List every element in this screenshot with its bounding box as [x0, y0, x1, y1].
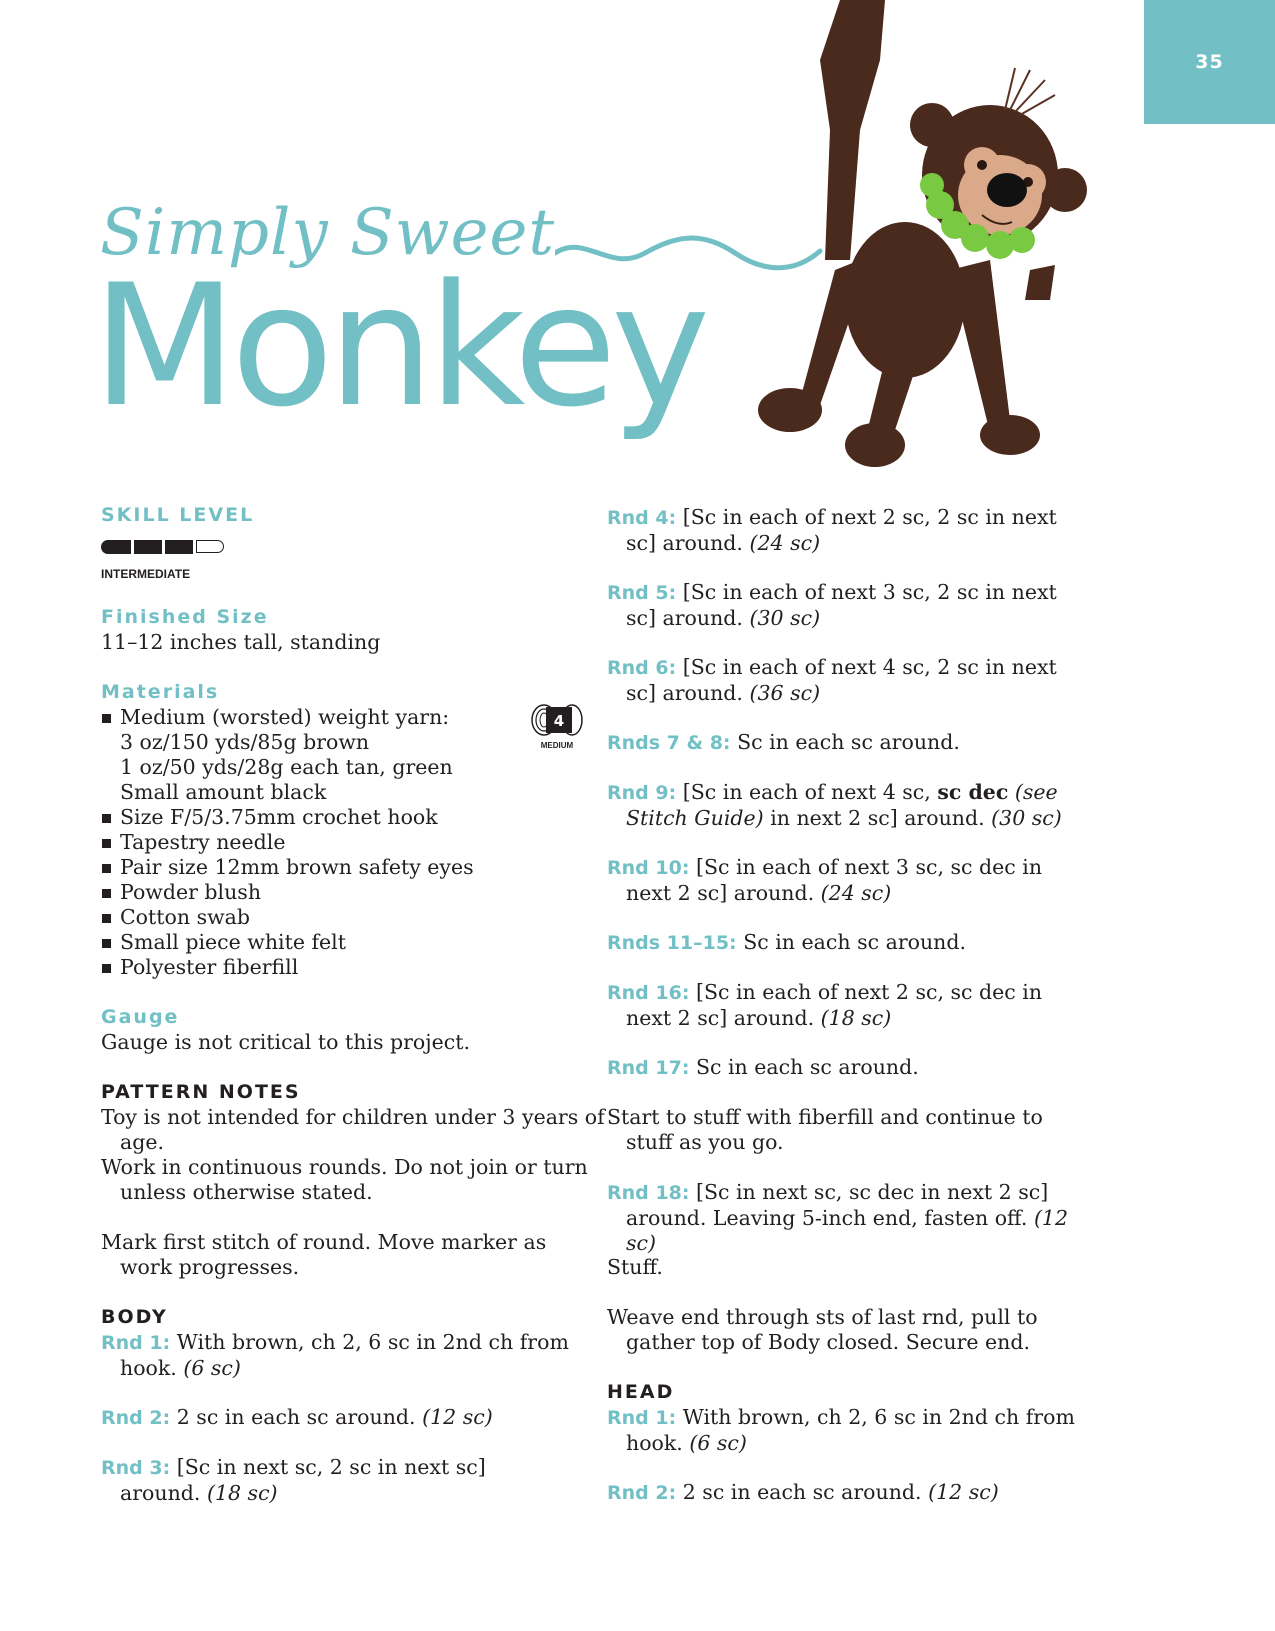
round-text: With brown, ch 2, 6 sc in 2nd ch from hook.	[120, 1330, 569, 1380]
round-label: Rnd 1:	[101, 1332, 171, 1354]
round-count: (18 sc)	[820, 1006, 892, 1030]
body-round	[607, 505, 1076, 556]
head-round	[607, 1405, 1076, 1456]
materials-item	[82, 705, 565, 730]
pattern-note: Mark first stitch of round. Move marker as work progresses.	[101, 1230, 547, 1279]
body-round	[607, 730, 1106, 756]
round-label: Rnd 4:	[607, 507, 677, 529]
round-text: [Sc in each of next 2 sc, 2 sc in next sc] around.	[626, 505, 1057, 555]
square-bullet-icon	[102, 889, 111, 898]
yarn-skein-icon	[530, 703, 584, 737]
materials-item-text: Size F/5/3.75mm crochet hook	[120, 805, 438, 829]
stitch-term: sc dec	[937, 780, 1009, 804]
round-count: (30 sc)	[991, 806, 1062, 830]
body-round	[607, 780, 1096, 831]
body-round	[607, 930, 1106, 956]
materials-item-text: Medium (worsted) weight yarn:	[120, 705, 450, 729]
materials-item-text: Tapestry needle	[120, 830, 286, 854]
skill-segment-filled	[165, 540, 193, 554]
monkey-photo	[710, 0, 1130, 470]
materials-item	[82, 830, 562, 855]
materials-subitem: Small amount black	[120, 780, 327, 804]
body-round	[101, 1330, 570, 1381]
body-heading: BODY	[101, 1306, 168, 1328]
round-text: [Sc in each of next 3 sc, 2 sc in next sc] around.	[626, 580, 1057, 630]
skill-segment-filled	[134, 540, 162, 554]
square-bullet-icon	[102, 914, 111, 923]
round-label: Rnd 3:	[101, 1457, 171, 1479]
round-label: Rnds 7 & 8:	[607, 732, 731, 754]
square-bullet-icon	[102, 814, 111, 823]
head-heading: HEAD	[607, 1381, 675, 1403]
round-label: Rnd 18:	[607, 1182, 690, 1204]
materials-item	[82, 855, 562, 880]
body-round	[607, 580, 1076, 631]
svg-text:4: 4	[553, 712, 565, 730]
round-count: (36 sc)	[749, 681, 821, 705]
materials-item	[82, 905, 562, 930]
round-text: [Sc in each of next 3 sc, sc dec in next 2 sc] around.	[626, 855, 1043, 905]
round-count: (12 sc)	[626, 1206, 1069, 1255]
pattern-note: Toy is not intended for children under 3 years of age.	[101, 1105, 605, 1154]
round-text: [Sc in next sc, 2 sc in next sc] around.	[120, 1455, 486, 1505]
square-bullet-icon	[102, 839, 111, 848]
body-round	[607, 855, 1076, 906]
head-round	[607, 1480, 1106, 1506]
body-instruction: Weave end through sts of last rnd, pull to gather top of Body closed. Secure end.	[607, 1305, 1038, 1354]
round-count: (12 sc)	[928, 1480, 999, 1504]
materials-subitem: 3 oz/150 yds/85g brown	[120, 730, 370, 754]
round-text: [Sc in each of next 4 sc,	[682, 780, 931, 804]
body-round	[101, 1405, 610, 1431]
materials-item-text: Cotton swab	[120, 905, 250, 929]
round-text: in next 2 sc] around.	[770, 806, 985, 830]
materials-item	[82, 955, 562, 980]
materials-item-text: Polyester fiberfill	[120, 955, 299, 979]
round-text: Sc in each sc around.	[737, 730, 960, 754]
pattern-notes-heading: PATTERN NOTES	[101, 1081, 301, 1103]
round-count: (12 sc)	[422, 1405, 493, 1429]
skill-segment-filled	[101, 540, 131, 554]
materials-item	[82, 930, 562, 955]
round-label: Rnd 10:	[607, 857, 690, 879]
square-bullet-icon	[102, 864, 111, 873]
gauge-heading: Gauge	[101, 1006, 180, 1028]
round-label: Rnd 9:	[607, 782, 677, 804]
skill-level-label: INTERMEDIATE	[101, 567, 191, 581]
yarn-weight-label: MEDIUM	[540, 741, 574, 750]
round-count: (6 sc)	[689, 1431, 747, 1455]
materials-item-text: Pair size 12mm brown safety eyes	[120, 855, 474, 879]
round-count: (24 sc)	[749, 531, 821, 555]
materials-item	[82, 805, 562, 830]
round-label: Rnd 6:	[607, 657, 677, 679]
skill-level-meter	[101, 540, 224, 554]
round-label: Rnds 11–15:	[607, 932, 737, 954]
body-round	[607, 655, 1076, 706]
finished-size-text: 11–12 inches tall, standing	[101, 630, 381, 654]
square-bullet-icon	[102, 964, 111, 973]
body-round	[607, 980, 1076, 1031]
body-round	[607, 1180, 1096, 1256]
skill-level-heading: SKILL LEVEL	[101, 504, 255, 526]
pattern-note: Work in continuous rounds. Do not join or turn unless otherwise stated.	[101, 1155, 588, 1204]
title-script: Simply Sweet	[100, 196, 556, 270]
round-label: Rnd 5:	[607, 582, 677, 604]
round-label: Rnd 2:	[607, 1482, 677, 1504]
page-number-tab	[1144, 0, 1275, 124]
gauge-text: Gauge is not critical to this project.	[101, 1030, 470, 1054]
round-label: Rnd 1:	[607, 1407, 677, 1429]
round-label: Rnd 16:	[607, 982, 690, 1004]
round-label: Rnd 17:	[607, 1057, 690, 1079]
round-text: With brown, ch 2, 6 sc in 2nd ch from hook.	[626, 1405, 1075, 1455]
round-text: [Sc in next sc, sc dec in next 2 sc] around. Leaving 5-inch end, fasten off.	[626, 1180, 1049, 1230]
materials-heading: Materials	[101, 681, 220, 703]
round-text: 2 sc in each sc around.	[682, 1480, 922, 1504]
square-bullet-icon	[102, 714, 111, 723]
round-count: (18 sc)	[206, 1481, 278, 1505]
round-text: 2 sc in each sc around.	[176, 1405, 416, 1429]
finished-size-heading: Finished Size	[101, 606, 269, 628]
stitch-guide-reference: (see Stitch Guide)	[626, 780, 1058, 830]
round-text: Sc in each sc around.	[743, 930, 967, 954]
body-instruction: Stuff.	[607, 1255, 663, 1279]
materials-subitem: 1 oz/50 yds/28g each tan, green	[120, 755, 453, 779]
body-round	[101, 1455, 570, 1506]
round-text: [Sc in each of next 4 sc, 2 sc in next sc] around.	[626, 655, 1057, 705]
round-text: Sc in each sc around.	[695, 1055, 919, 1079]
materials-item-text: Powder blush	[120, 880, 262, 904]
round-count: (30 sc)	[749, 606, 821, 630]
round-count: (24 sc)	[820, 881, 892, 905]
title-main: Monkey	[92, 248, 705, 444]
round-text: [Sc in each of next 2 sc, sc dec in next 2 sc] around.	[626, 980, 1043, 1030]
yarn-weight-icon	[530, 703, 584, 751]
materials-list	[82, 705, 565, 980]
body-round	[607, 1055, 1106, 1081]
page-number: 35	[1195, 51, 1224, 73]
round-label: Rnd 2:	[101, 1407, 171, 1429]
skill-segment-empty	[196, 540, 224, 553]
body-instruction: Start to stuff with fiberfill and continue to stuff as you go.	[607, 1105, 1043, 1154]
square-bullet-icon	[102, 939, 111, 948]
materials-item	[82, 880, 562, 905]
materials-item-text: Small piece white felt	[120, 930, 346, 954]
round-count: (6 sc)	[183, 1356, 241, 1380]
